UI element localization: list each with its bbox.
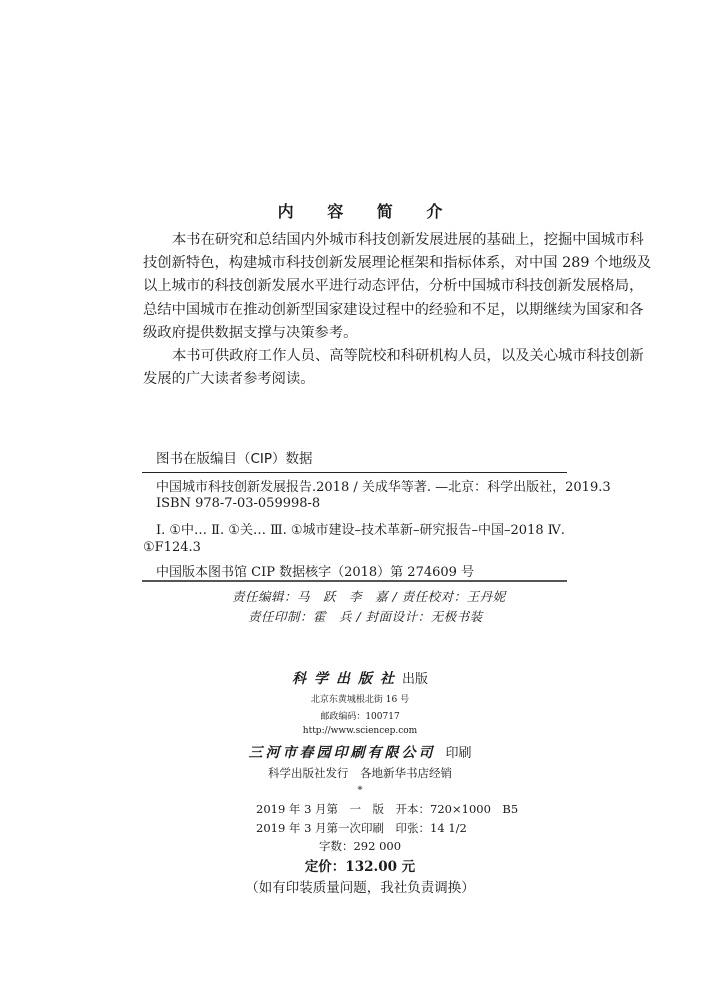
staff-production: 责任印制：霍 兵 / 封面设计：无极书装 [248, 609, 483, 624]
publisher-suffix: 出版 [401, 672, 428, 687]
cip-entry: 中国城市科技创新发展报告.2018 / 关成华等著. —北京：科学出版社，2019.3 [156, 480, 611, 495]
cip-classification: Ⅰ. ①中… Ⅱ. ①关… Ⅲ. ①城市建设–技术革新–研究报告–中国–2018 Ⅳ. [156, 523, 565, 538]
printer-suffix: 印刷 [445, 746, 472, 761]
cip-classification-code: ①F124.3 [143, 540, 201, 555]
publisher-name: 科学出版社 [291, 671, 402, 687]
text-line: 本书在研究和总结国内外城市科技创新发展进展的基础上，挖掘中国城市科 [172, 232, 644, 248]
publisher-address: 北京东黄城根北街 16 号 [310, 695, 410, 705]
cip-number: 中国版本图书馆 CIP 数据核字（2018）第 274609 号 [156, 565, 475, 580]
publisher-postcode: 邮政编码：100717 [320, 712, 400, 722]
impression-line: 2019 年 3 月第一次印刷 印张：14 1/2 [256, 821, 467, 835]
distribution-line: 科学出版社发行 各地新华书店经销 [268, 766, 452, 780]
publisher-url: http://www.sciencep.com [302, 726, 418, 736]
edition-line: 2019 年 3 月第 一 版 开本：720×1000 B5 [256, 802, 519, 816]
text-line: 技创新特色，构建城市科技创新发展理论框架和指标体系，对中国 289 个地级及 [143, 255, 652, 272]
text-line: 以上城市的科技创新发展水平进行动态评估，分析中国城市科技创新发展格局， [143, 278, 644, 295]
word-count: 字数：292 000 [318, 839, 402, 853]
summary-paragraph-2 [143, 345, 644, 391]
cip-bottom-rule [142, 580, 567, 582]
staff-editors: 责任编辑：马 跃 李 嘉 / 责任校对：王丹妮 [232, 589, 506, 604]
summary-title: 内 容 简 介 [277, 202, 457, 221]
text-line: 发展的广大读者参考阅读。 [143, 371, 315, 388]
price: 定价：132.00 元 [304, 859, 416, 875]
text-line: 级政府提供数据支撑与决策参考。 [143, 324, 358, 341]
cip-top-rule [142, 472, 567, 473]
cip-isbn: ISBN 978-7-03-059998-8 [156, 496, 321, 511]
text-line: 本书可供政府工作人员、高等院校和科研机构人员，以及关心城市科技创新 [172, 348, 644, 364]
printer-line [0, 742, 720, 762]
publisher-line [0, 668, 720, 688]
summary-paragraph-1 [143, 229, 652, 345]
printer-name: 三河市春园印刷有限公司 [248, 745, 436, 761]
separator-star: * [357, 785, 363, 796]
quality-note: （如有印装质量问题，我社负责调换） [245, 880, 475, 896]
cip-heading: 图书在版编目（CIP）数据 [156, 451, 313, 467]
text-line: 总结中国城市在推动创新型国家建设过程中的经验和不足，以期继续为国家和各 [143, 301, 644, 318]
